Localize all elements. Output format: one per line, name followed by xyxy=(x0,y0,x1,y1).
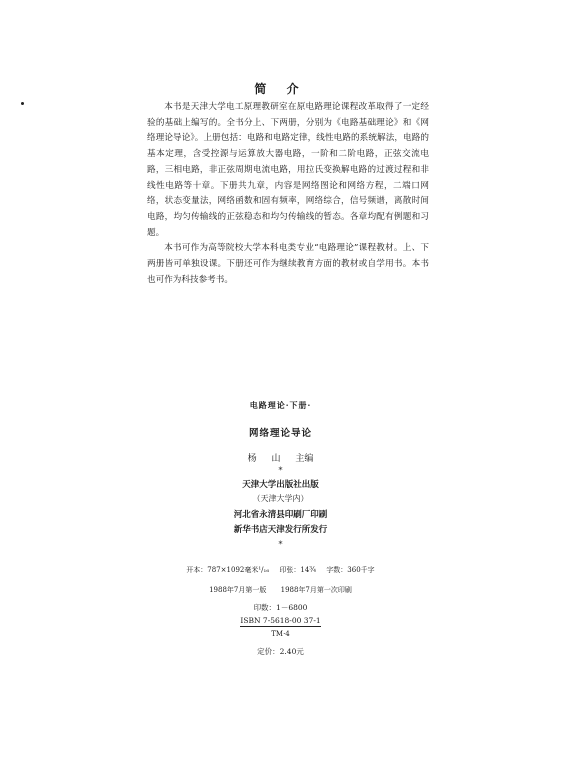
margin-dot xyxy=(21,102,24,105)
intro-title: 简 介 xyxy=(254,82,307,96)
book-title: 网络理论导论 xyxy=(248,428,312,439)
book-specs xyxy=(0,565,561,575)
specs-words: 字数：360千字 xyxy=(326,566,375,574)
separator-star: * xyxy=(278,540,283,549)
series-title: 电路理论·下册· xyxy=(249,400,312,410)
isbn: ISBN 7-5618-00 37-1 xyxy=(240,616,321,625)
specs-format: 开本：787×1092毫米¹/₁₆ xyxy=(186,566,270,574)
print-run: 印数：1－6800 xyxy=(253,603,308,612)
distributor: 新华书店天津发行所发行 xyxy=(233,525,328,535)
editor-name-1: 杨 xyxy=(247,454,257,464)
category-code: TM·4 xyxy=(271,630,290,638)
separator-star: * xyxy=(278,466,283,475)
intro-paragraph: 本书是天津大学电工原理教研室在原电路理论课程改革取得了一定经验的基础上编写的。全书分上、下两册，分别为《电路基础理论》和《网络理论导论》。上册包括：电路和电路定律，线性电路的系统解法，电路的基本定理，含受控源与运算放大器电路，一阶和二阶电路，正弦交流电路，三相电路，非正弦周期电流电路，用拉氏变换解电路的过渡过程和非线性电路等十章。下册共九章，内容是网络图论和网络方程，二端口网络，状态变量法，网络函数和固有频率，网络综合，信号频谱，离散时间电路，均匀传输线的正弦稳态和均匀传输线的暂态。各章均配有例题和习题。 xyxy=(147,102,429,238)
intro-paragraph: 本书可作为高等院校大学本科电类专业“电路理论”课程教材。上、下两册皆可单独设课。下册还可作为继续教育方面的教材或自学用书。本书也可作为科技参考书。 xyxy=(147,243,429,285)
edition-print: 1988年7月第一次印刷 xyxy=(280,586,352,594)
editor-name-2: 山 xyxy=(271,454,281,464)
isbn-line xyxy=(0,616,561,625)
specs-sheets: 印张：14¾ xyxy=(279,566,317,574)
editor-line xyxy=(0,451,561,464)
publisher: 天津大学出版社出版 xyxy=(242,480,319,490)
printer: 河北省永清县印刷厂印刷 xyxy=(233,510,328,520)
publisher-address: （天津大学内） xyxy=(252,494,309,503)
edition-line xyxy=(0,585,561,595)
editor-role: 主编 xyxy=(295,454,314,464)
price: 定价：2.40元 xyxy=(257,647,304,656)
edition-first: 1988年7月第一版 xyxy=(209,586,267,594)
intro-body xyxy=(147,100,429,288)
